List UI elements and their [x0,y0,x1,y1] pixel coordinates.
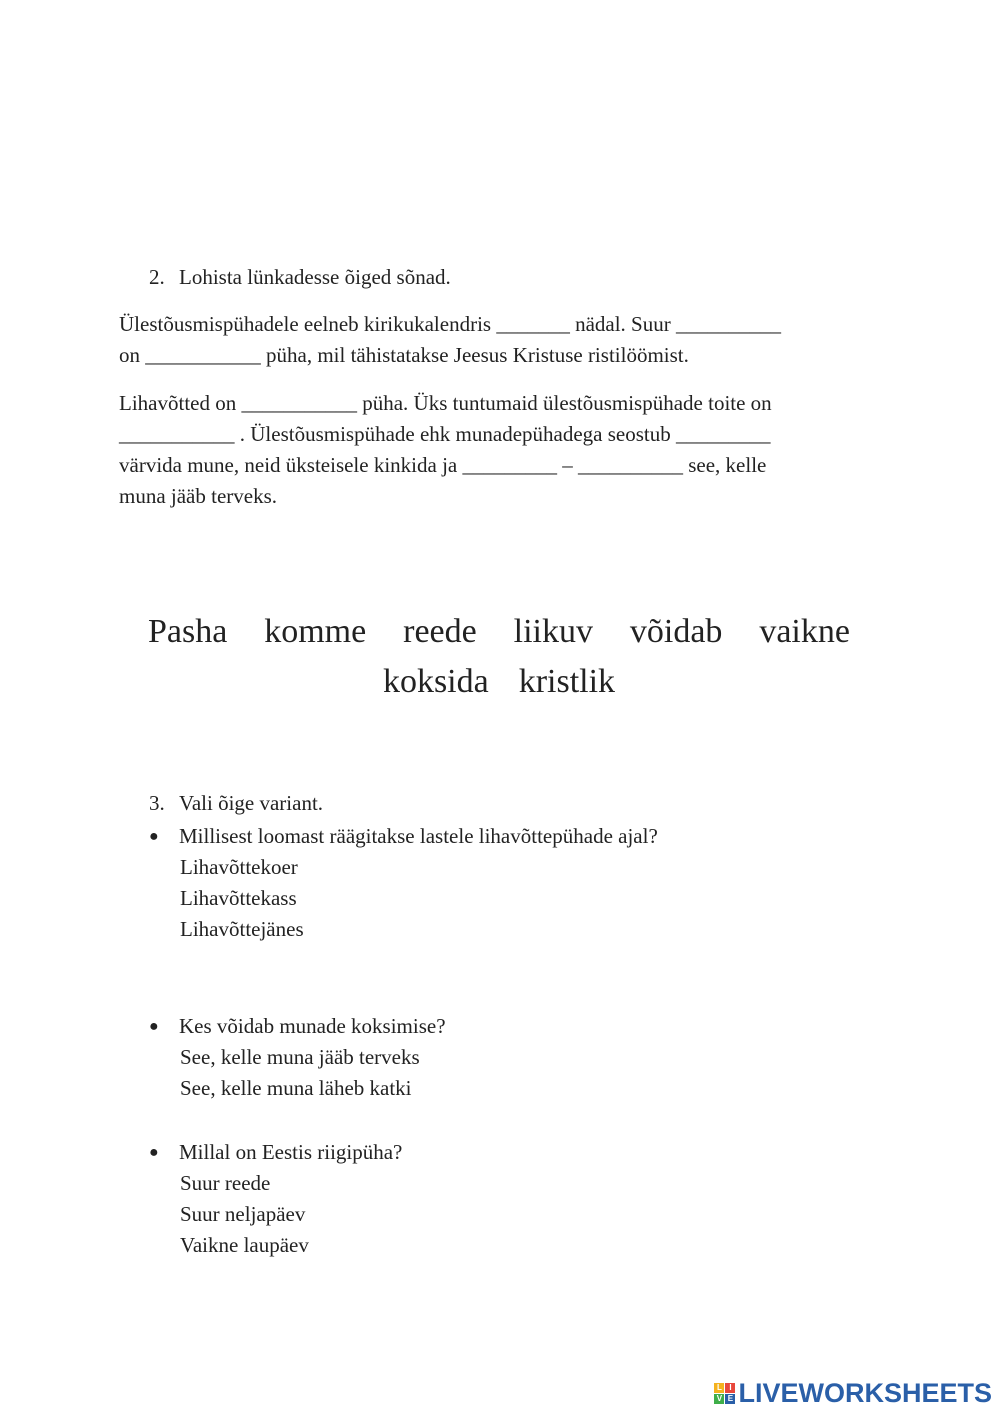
word-chip[interactable]: komme [264,613,367,650]
question-text: Kes võidab munade koksimise? [179,1014,446,1038]
task2-paragraph-2 [119,388,772,512]
answer-option[interactable]: Vaikne laupäev [180,1233,309,1257]
question-1 [149,821,658,852]
question-text: Millal on Eestis riigipüha? [179,1140,403,1164]
answer-option[interactable]: See, kelle muna jääb terveks [180,1045,420,1069]
word-bank-row-2 [148,657,850,707]
question-3-options [180,1168,309,1261]
paragraph-line: ___________ . Ülestõusmispühade ehk munadepühadega seostub _________ [119,422,771,446]
task2-number: 2. [149,265,165,289]
question-text: Millisest loomast räägitakse lastele lihavõttepühade ajal? [179,824,658,848]
task3-heading [149,788,323,819]
word-chip[interactable]: kristlik [518,663,616,700]
word-chip[interactable]: liikuv [513,613,593,650]
logo-tile: L [714,1383,724,1393]
logo-tile: V [714,1394,724,1404]
word-chip[interactable]: vaikne [759,613,850,650]
paragraph-line: värvida mune, neid üksteisele kinkida ja _________ – __________ see, kelle [119,453,767,477]
bullet-icon: ● [149,1144,159,1161]
task3-number: 3. [149,791,165,815]
task2-heading [149,262,451,293]
question-2-options [180,1042,420,1104]
answer-option[interactable]: Lihavõttekoer [180,855,298,879]
brand-text: LIVEWORKSHEETS [738,1378,992,1408]
word-chip[interactable]: koksida [382,663,489,700]
liveworksheets-brand [714,1378,992,1409]
task2-title: Lohista lünkadesse õiged sõnad. [179,265,451,289]
question-1-options [180,852,304,945]
bullet-icon: ● [149,828,159,845]
word-chip[interactable]: reede [403,613,477,650]
task2-paragraph-1 [119,309,781,371]
logo-tile: I [725,1383,735,1393]
logo-tile: E [725,1394,735,1404]
question-3 [149,1137,402,1168]
task3-title: Vali õige variant. [179,791,324,815]
word-chip[interactable]: võidab [629,613,723,650]
answer-option[interactable]: See, kelle muna läheb katki [180,1076,412,1100]
answer-option[interactable]: Suur reede [180,1171,271,1195]
answer-option[interactable]: Lihavõttekass [180,886,297,910]
paragraph-line: Lihavõtted on ___________ püha. Üks tuntumaid ülestõusmispühade toite on [119,391,772,415]
word-bank-row-1 [148,607,850,657]
bullet-icon: ● [149,1018,159,1035]
word-chip[interactable]: Pasha [148,613,228,650]
question-2 [149,1011,446,1042]
paragraph-line: Ülestõusmispühadele eelneb kirikukalendris _______ nädal. Suur __________ [119,312,781,336]
paragraph-line: muna jääb terveks. [119,484,278,508]
word-bank [148,607,850,707]
answer-option[interactable]: Suur neljapäev [180,1202,306,1226]
paragraph-line: on ___________ püha, mil tähistatakse Jeesus Kristuse ristilöömist. [119,343,689,367]
liveworksheets-logo-icon [714,1383,735,1404]
answer-option[interactable]: Lihavõttejänes [180,917,304,941]
